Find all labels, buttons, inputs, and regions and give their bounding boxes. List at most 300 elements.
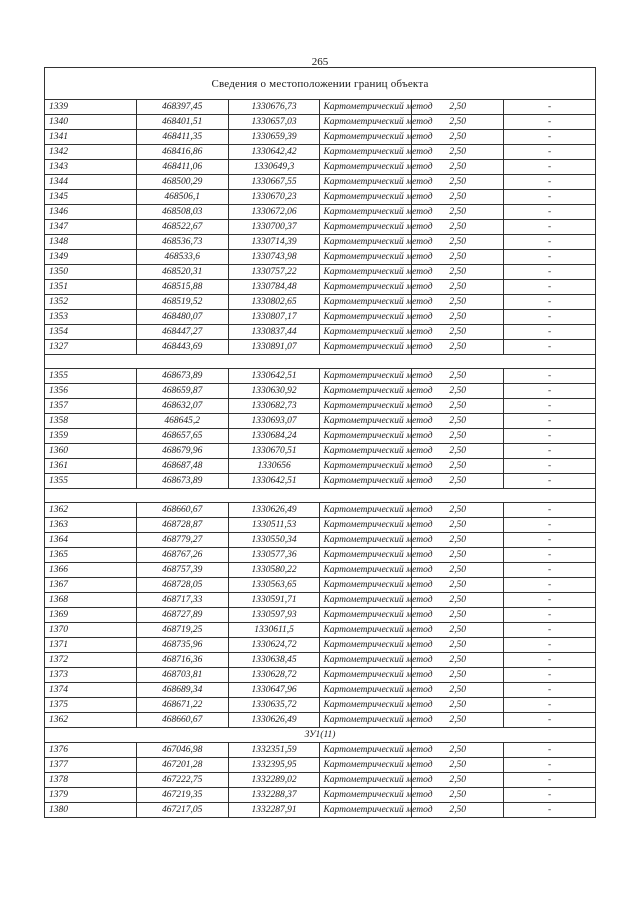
x-coordinate-cell: 468522,67	[136, 220, 228, 235]
description-cell: -	[504, 459, 596, 474]
point-number-cell: 1349	[45, 250, 137, 265]
method-cell: Картометрический метод	[320, 683, 412, 698]
method-cell: Картометрический метод	[320, 310, 412, 325]
y-coordinate-cell: 1330659,39	[228, 130, 320, 145]
table-row	[45, 593, 596, 608]
description-cell: -	[504, 444, 596, 459]
x-coordinate-cell: 468533,6	[136, 250, 228, 265]
point-number-cell: 1371	[45, 638, 137, 653]
x-coordinate-cell: 467201,28	[136, 758, 228, 773]
table-row	[45, 788, 596, 803]
point-number-cell: 1375	[45, 698, 137, 713]
x-coordinate-cell: 468660,67	[136, 503, 228, 518]
x-coordinate-cell: 468717,33	[136, 593, 228, 608]
point-number-cell: 1357	[45, 399, 137, 414]
point-number-cell: 1380	[45, 803, 137, 818]
method-cell: Картометрический метод	[320, 548, 412, 563]
table-row	[45, 414, 596, 429]
table-row	[45, 160, 596, 175]
table-row	[45, 145, 596, 160]
table-row	[45, 384, 596, 399]
method-cell: Картометрический метод	[320, 115, 412, 130]
method-cell: Картометрический метод	[320, 250, 412, 265]
table-row	[45, 444, 596, 459]
accuracy-cell: 2,50	[412, 399, 504, 414]
method-cell: Картометрический метод	[320, 100, 412, 115]
accuracy-cell: 2,50	[412, 190, 504, 205]
method-cell: Картометрический метод	[320, 235, 412, 250]
point-number-cell: 1348	[45, 235, 137, 250]
table-title-row	[45, 68, 596, 100]
accuracy-cell: 2,50	[412, 623, 504, 638]
y-coordinate-cell: 1332287,91	[228, 803, 320, 818]
x-coordinate-cell: 468536,73	[136, 235, 228, 250]
x-coordinate-cell: 468508,03	[136, 205, 228, 220]
x-coordinate-cell: 468779,27	[136, 533, 228, 548]
point-number-cell: 1344	[45, 175, 137, 190]
table-row	[45, 623, 596, 638]
y-coordinate-cell: 1332351,59	[228, 743, 320, 758]
accuracy-cell: 2,50	[412, 250, 504, 265]
accuracy-cell: 2,50	[412, 444, 504, 459]
x-coordinate-cell: 468416,86	[136, 145, 228, 160]
table-row	[45, 518, 596, 533]
point-number-cell: 1378	[45, 773, 137, 788]
accuracy-cell: 2,50	[412, 145, 504, 160]
x-coordinate-cell: 468480,07	[136, 310, 228, 325]
accuracy-cell: 2,50	[412, 325, 504, 340]
y-coordinate-cell: 1330784,48	[228, 280, 320, 295]
x-coordinate-cell: 468757,39	[136, 563, 228, 578]
x-coordinate-cell: 468728,05	[136, 578, 228, 593]
y-coordinate-cell: 1332288,37	[228, 788, 320, 803]
group-separator-row	[45, 489, 596, 503]
description-cell: -	[504, 115, 596, 130]
method-cell: Картометрический метод	[320, 503, 412, 518]
table-row	[45, 310, 596, 325]
table-row	[45, 563, 596, 578]
table-row	[45, 295, 596, 310]
method-cell: Картометрический метод	[320, 533, 412, 548]
point-number-cell: 1327	[45, 340, 137, 355]
group-separator	[45, 489, 596, 503]
table-row	[45, 399, 596, 414]
accuracy-cell: 2,50	[412, 743, 504, 758]
description-cell: -	[504, 325, 596, 340]
point-number-cell: 1341	[45, 130, 137, 145]
method-cell: Картометрический метод	[320, 653, 412, 668]
x-coordinate-cell: 468500,29	[136, 175, 228, 190]
x-coordinate-cell: 468443,69	[136, 340, 228, 355]
x-coordinate-cell: 468401,51	[136, 115, 228, 130]
accuracy-cell: 2,50	[412, 459, 504, 474]
y-coordinate-cell: 1330647,96	[228, 683, 320, 698]
table-row	[45, 698, 596, 713]
y-coordinate-cell: 1330693,07	[228, 414, 320, 429]
accuracy-cell: 2,50	[412, 175, 504, 190]
y-coordinate-cell: 1330624,72	[228, 638, 320, 653]
group-separator	[45, 355, 596, 369]
accuracy-cell: 2,50	[412, 220, 504, 235]
description-cell: -	[504, 235, 596, 250]
description-cell: -	[504, 533, 596, 548]
table-row	[45, 280, 596, 295]
method-cell: Картометрический метод	[320, 668, 412, 683]
table-row	[45, 459, 596, 474]
x-coordinate-cell: 468657,65	[136, 429, 228, 444]
description-cell: -	[504, 175, 596, 190]
point-number-cell: 1370	[45, 623, 137, 638]
accuracy-cell: 2,50	[412, 340, 504, 355]
accuracy-cell: 2,50	[412, 160, 504, 175]
y-coordinate-cell: 1330743,98	[228, 250, 320, 265]
y-coordinate-cell: 1330807,17	[228, 310, 320, 325]
x-coordinate-cell: 468719,25	[136, 623, 228, 638]
point-number-cell: 1346	[45, 205, 137, 220]
description-cell: -	[504, 653, 596, 668]
y-coordinate-cell: 1330580,22	[228, 563, 320, 578]
accuracy-cell: 2,50	[412, 295, 504, 310]
point-number-cell: 1345	[45, 190, 137, 205]
point-number-cell: 1340	[45, 115, 137, 130]
point-number-cell: 1361	[45, 459, 137, 474]
description-cell: -	[504, 384, 596, 399]
method-cell: Картометрический метод	[320, 773, 412, 788]
description-cell: -	[504, 623, 596, 638]
point-number-cell: 1376	[45, 743, 137, 758]
x-coordinate-cell: 468728,87	[136, 518, 228, 533]
accuracy-cell: 2,50	[412, 429, 504, 444]
point-number-cell: 1358	[45, 414, 137, 429]
method-cell: Картометрический метод	[320, 160, 412, 175]
description-cell: -	[504, 145, 596, 160]
description-cell: -	[504, 548, 596, 563]
method-cell: Картометрический метод	[320, 265, 412, 280]
table-row	[45, 325, 596, 340]
accuracy-cell: 2,50	[412, 503, 504, 518]
description-cell: -	[504, 414, 596, 429]
x-coordinate-cell: 468447,27	[136, 325, 228, 340]
description-cell: -	[504, 250, 596, 265]
method-cell: Картометрический метод	[320, 280, 412, 295]
point-number-cell: 1356	[45, 384, 137, 399]
point-number-cell: 1372	[45, 653, 137, 668]
accuracy-cell: 2,50	[412, 280, 504, 295]
accuracy-cell: 2,50	[412, 369, 504, 384]
description-cell: -	[504, 683, 596, 698]
description-cell: -	[504, 758, 596, 773]
y-coordinate-cell: 1330891,07	[228, 340, 320, 355]
method-cell: Картометрический метод	[320, 623, 412, 638]
point-number-cell: 1354	[45, 325, 137, 340]
table-row	[45, 743, 596, 758]
description-cell: -	[504, 100, 596, 115]
y-coordinate-cell: 1332289,02	[228, 773, 320, 788]
table-title: Сведения о местоположении границ объекта	[45, 68, 596, 100]
point-number-cell: 1368	[45, 593, 137, 608]
method-cell: Картометрический метод	[320, 474, 412, 489]
y-coordinate-cell: 1330628,72	[228, 668, 320, 683]
x-coordinate-cell: 468727,89	[136, 608, 228, 623]
table-row	[45, 205, 596, 220]
description-cell: -	[504, 310, 596, 325]
method-cell: Картометрический метод	[320, 399, 412, 414]
accuracy-cell: 2,50	[412, 100, 504, 115]
accuracy-cell: 2,50	[412, 384, 504, 399]
table-row	[45, 608, 596, 623]
y-coordinate-cell: 1330672,06	[228, 205, 320, 220]
description-cell: -	[504, 713, 596, 728]
method-cell: Картометрический метод	[320, 803, 412, 818]
point-number-cell: 1352	[45, 295, 137, 310]
x-coordinate-cell: 468660,67	[136, 713, 228, 728]
method-cell: Картометрический метод	[320, 788, 412, 803]
coordinates-table-container	[44, 67, 596, 818]
table-row	[45, 340, 596, 355]
x-coordinate-cell: 468520,31	[136, 265, 228, 280]
x-coordinate-cell: 468735,96	[136, 638, 228, 653]
x-coordinate-cell: 467222,75	[136, 773, 228, 788]
y-coordinate-cell: 1330635,72	[228, 698, 320, 713]
description-cell: -	[504, 608, 596, 623]
accuracy-cell: 2,50	[412, 115, 504, 130]
x-coordinate-cell: 468411,06	[136, 160, 228, 175]
y-coordinate-cell: 1330597,93	[228, 608, 320, 623]
x-coordinate-cell: 468673,89	[136, 369, 228, 384]
method-cell: Картометрический метод	[320, 758, 412, 773]
method-cell: Картометрический метод	[320, 295, 412, 310]
section-label: ЗУ1(11)	[45, 728, 596, 743]
y-coordinate-cell: 1330657,03	[228, 115, 320, 130]
y-coordinate-cell: 1330638,45	[228, 653, 320, 668]
x-coordinate-cell: 468506,1	[136, 190, 228, 205]
point-number-cell: 1379	[45, 788, 137, 803]
description-cell: -	[504, 130, 596, 145]
table-row	[45, 115, 596, 130]
method-cell: Картометрический метод	[320, 145, 412, 160]
y-coordinate-cell: 1330802,65	[228, 295, 320, 310]
point-number-cell: 1351	[45, 280, 137, 295]
description-cell: -	[504, 563, 596, 578]
y-coordinate-cell: 1330626,49	[228, 503, 320, 518]
x-coordinate-cell: 467219,35	[136, 788, 228, 803]
accuracy-cell: 2,50	[412, 414, 504, 429]
y-coordinate-cell: 1330670,51	[228, 444, 320, 459]
y-coordinate-cell: 1330626,49	[228, 713, 320, 728]
method-cell: Картометрический метод	[320, 578, 412, 593]
accuracy-cell: 2,50	[412, 803, 504, 818]
x-coordinate-cell: 468411,35	[136, 130, 228, 145]
point-number-cell: 1377	[45, 758, 137, 773]
group-separator-row	[45, 355, 596, 369]
y-coordinate-cell: 1330642,42	[228, 145, 320, 160]
description-cell: -	[504, 788, 596, 803]
method-cell: Картометрический метод	[320, 414, 412, 429]
coordinates-table	[44, 67, 596, 818]
table-row	[45, 653, 596, 668]
table-row	[45, 100, 596, 115]
point-number-cell: 1374	[45, 683, 137, 698]
accuracy-cell: 2,50	[412, 608, 504, 623]
accuracy-cell: 2,50	[412, 638, 504, 653]
accuracy-cell: 2,50	[412, 310, 504, 325]
accuracy-cell: 2,50	[412, 474, 504, 489]
x-coordinate-cell: 468703,81	[136, 668, 228, 683]
method-cell: Картометрический метод	[320, 563, 412, 578]
accuracy-cell: 2,50	[412, 773, 504, 788]
table-row	[45, 548, 596, 563]
method-cell: Картометрический метод	[320, 384, 412, 399]
accuracy-cell: 2,50	[412, 698, 504, 713]
method-cell: Картометрический метод	[320, 190, 412, 205]
description-cell: -	[504, 295, 596, 310]
accuracy-cell: 2,50	[412, 518, 504, 533]
x-coordinate-cell: 468687,48	[136, 459, 228, 474]
table-row	[45, 668, 596, 683]
description-cell: -	[504, 369, 596, 384]
table-row	[45, 773, 596, 788]
method-cell: Картометрический метод	[320, 518, 412, 533]
point-number-cell: 1367	[45, 578, 137, 593]
method-cell: Картометрический метод	[320, 444, 412, 459]
method-cell: Картометрический метод	[320, 325, 412, 340]
description-cell: -	[504, 803, 596, 818]
description-cell: -	[504, 773, 596, 788]
description-cell: -	[504, 190, 596, 205]
point-number-cell: 1353	[45, 310, 137, 325]
point-number-cell: 1366	[45, 563, 137, 578]
description-cell: -	[504, 518, 596, 533]
y-coordinate-cell: 1330611,5	[228, 623, 320, 638]
method-cell: Картометрический метод	[320, 743, 412, 758]
description-cell: -	[504, 638, 596, 653]
table-row	[45, 190, 596, 205]
y-coordinate-cell: 1330757,22	[228, 265, 320, 280]
section-label-row	[45, 728, 596, 743]
accuracy-cell: 2,50	[412, 205, 504, 220]
y-coordinate-cell: 1330550,34	[228, 533, 320, 548]
x-coordinate-cell: 468519,52	[136, 295, 228, 310]
description-cell: -	[504, 340, 596, 355]
x-coordinate-cell: 468632,07	[136, 399, 228, 414]
y-coordinate-cell: 1330714,39	[228, 235, 320, 250]
y-coordinate-cell: 1330642,51	[228, 474, 320, 489]
table-row	[45, 235, 596, 250]
description-cell: -	[504, 265, 596, 280]
y-coordinate-cell: 1330511,53	[228, 518, 320, 533]
description-cell: -	[504, 399, 596, 414]
description-cell: -	[504, 668, 596, 683]
x-coordinate-cell: 468515,88	[136, 280, 228, 295]
method-cell: Картометрический метод	[320, 369, 412, 384]
description-cell: -	[504, 593, 596, 608]
point-number-cell: 1373	[45, 668, 137, 683]
accuracy-cell: 2,50	[412, 578, 504, 593]
point-number-cell: 1362	[45, 503, 137, 518]
point-number-cell: 1350	[45, 265, 137, 280]
method-cell: Картометрический метод	[320, 340, 412, 355]
x-coordinate-cell: 467217,05	[136, 803, 228, 818]
point-number-cell: 1347	[45, 220, 137, 235]
y-coordinate-cell: 1330630,92	[228, 384, 320, 399]
table-row	[45, 175, 596, 190]
accuracy-cell: 2,50	[412, 713, 504, 728]
description-cell: -	[504, 698, 596, 713]
description-cell: -	[504, 503, 596, 518]
description-cell: -	[504, 160, 596, 175]
y-coordinate-cell: 1332395,95	[228, 758, 320, 773]
table-row	[45, 803, 596, 818]
point-number-cell: 1365	[45, 548, 137, 563]
table-row	[45, 250, 596, 265]
y-coordinate-cell: 1330577,36	[228, 548, 320, 563]
y-coordinate-cell: 1330676,73	[228, 100, 320, 115]
y-coordinate-cell: 1330667,55	[228, 175, 320, 190]
accuracy-cell: 2,50	[412, 758, 504, 773]
y-coordinate-cell: 1330682,73	[228, 399, 320, 414]
accuracy-cell: 2,50	[412, 265, 504, 280]
point-number-cell: 1355	[45, 369, 137, 384]
description-cell: -	[504, 220, 596, 235]
x-coordinate-cell: 468397,45	[136, 100, 228, 115]
y-coordinate-cell: 1330656	[228, 459, 320, 474]
y-coordinate-cell: 1330642,51	[228, 369, 320, 384]
x-coordinate-cell: 468679,96	[136, 444, 228, 459]
x-coordinate-cell: 468671,22	[136, 698, 228, 713]
method-cell: Картометрический метод	[320, 205, 412, 220]
point-number-cell: 1364	[45, 533, 137, 548]
y-coordinate-cell: 1330563,65	[228, 578, 320, 593]
method-cell: Картометрический метод	[320, 130, 412, 145]
point-number-cell: 1339	[45, 100, 137, 115]
table-row	[45, 578, 596, 593]
point-number-cell: 1342	[45, 145, 137, 160]
point-number-cell: 1360	[45, 444, 137, 459]
description-cell: -	[504, 578, 596, 593]
method-cell: Картометрический метод	[320, 220, 412, 235]
table-row	[45, 130, 596, 145]
accuracy-cell: 2,50	[412, 533, 504, 548]
point-number-cell: 1343	[45, 160, 137, 175]
method-cell: Картометрический метод	[320, 698, 412, 713]
x-coordinate-cell: 468689,34	[136, 683, 228, 698]
x-coordinate-cell: 468673,89	[136, 474, 228, 489]
description-cell: -	[504, 429, 596, 444]
accuracy-cell: 2,50	[412, 683, 504, 698]
y-coordinate-cell: 1330700,37	[228, 220, 320, 235]
point-number-cell: 1362	[45, 713, 137, 728]
accuracy-cell: 2,50	[412, 548, 504, 563]
x-coordinate-cell: 468645,2	[136, 414, 228, 429]
method-cell: Картометрический метод	[320, 713, 412, 728]
accuracy-cell: 2,50	[412, 668, 504, 683]
x-coordinate-cell: 467046,98	[136, 743, 228, 758]
page-number: 265	[311, 56, 329, 68]
description-cell: -	[504, 743, 596, 758]
point-number-cell: 1359	[45, 429, 137, 444]
description-cell: -	[504, 474, 596, 489]
table-row	[45, 758, 596, 773]
x-coordinate-cell: 468767,26	[136, 548, 228, 563]
table-row	[45, 533, 596, 548]
description-cell: -	[504, 280, 596, 295]
table-row	[45, 683, 596, 698]
method-cell: Картометрический метод	[320, 608, 412, 623]
point-number-cell: 1363	[45, 518, 137, 533]
table-row	[45, 220, 596, 235]
y-coordinate-cell: 1330837,44	[228, 325, 320, 340]
accuracy-cell: 2,50	[412, 563, 504, 578]
